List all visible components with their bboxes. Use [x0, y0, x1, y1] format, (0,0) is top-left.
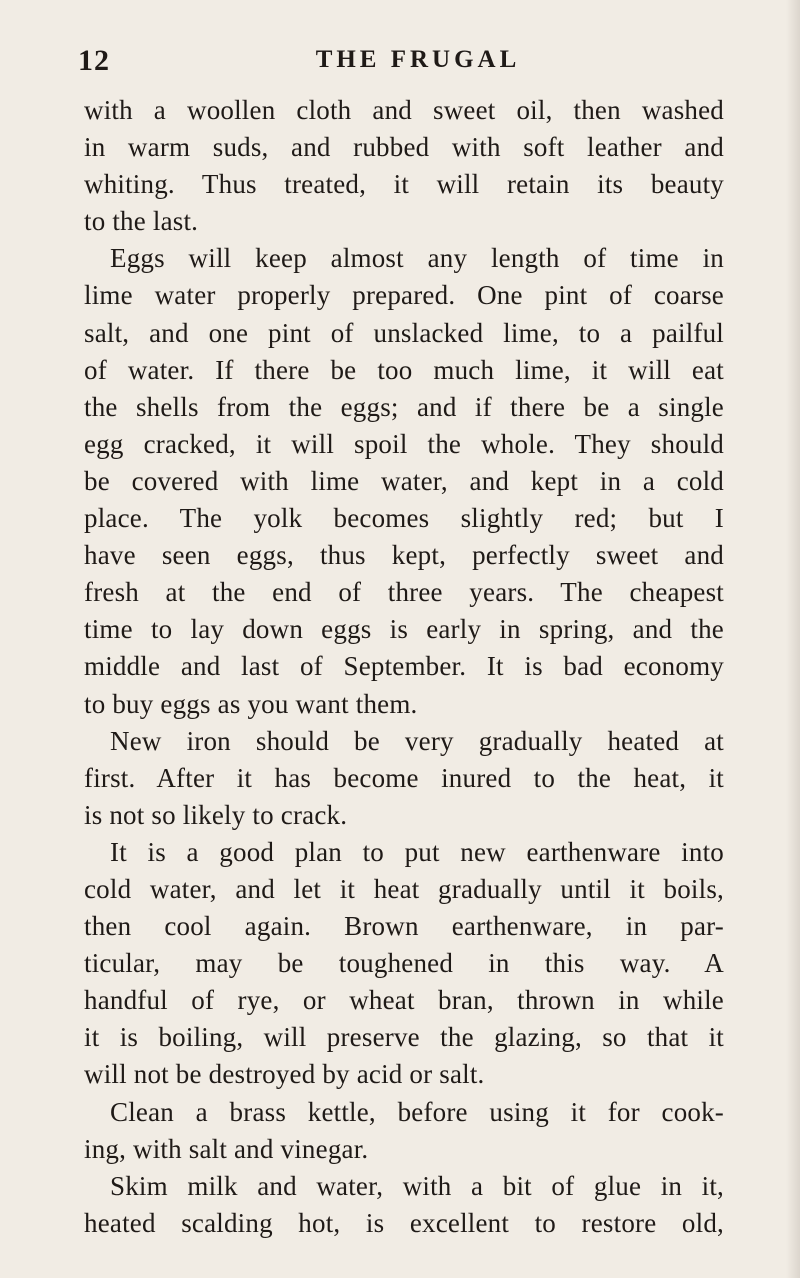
running-head: THE FRUGAL	[315, 46, 521, 73]
text-line: It is a good plan to put new earthenware into	[110, 836, 724, 867]
text-line: time to lay down eggs is early in spring, and the	[84, 614, 724, 645]
text-line: with a woollen cloth and sweet oil, then washed	[84, 95, 724, 125]
text-line: New iron should be very gradually heated at	[110, 725, 724, 756]
text-line: of water. If there be too much lime, it will eat	[84, 354, 724, 385]
text-line: cold water, and let it heat gradually until it boils,	[84, 873, 724, 904]
body-text	[84, 92, 724, 1242]
page-header	[78, 44, 718, 84]
page-number: 12	[78, 44, 110, 77]
text-line: Clean a brass kettle, before using it for cook-	[110, 1096, 724, 1127]
text-line: it is boiling, will preserve the glazing, so that it	[84, 1022, 724, 1053]
text-line: handful of rye, or wheat bran, thrown in while	[84, 985, 724, 1016]
text-line: is not so likely to crack.	[84, 799, 348, 830]
text-line: lime water properly prepared. One pint of coarse	[84, 280, 724, 311]
text-line: first. After it has become inured to the heat, it	[84, 762, 724, 793]
text-line: whiting. Thus treated, it will retain its beauty	[84, 169, 724, 200]
text-line: be covered with lime water, and kept in a cold	[84, 465, 724, 496]
text-line: will not be destroyed by acid or salt.	[84, 1059, 485, 1090]
text-line: fresh at the end of three years. The cheapest	[84, 577, 724, 608]
text-line: egg cracked, it will spoil the whole. They should	[84, 428, 724, 459]
text-line: to buy eggs as you want them.	[84, 688, 418, 719]
text-line: the shells from the eggs; and if there be a single	[84, 391, 724, 422]
text-line: middle and last of September. It is bad economy	[84, 651, 724, 682]
text-line: ticular, may be toughened in this way. A	[84, 948, 724, 979]
text-line: in warm suds, and rubbed with soft leather and	[84, 132, 724, 163]
text-line: have seen eggs, thus kept, perfectly sweet and	[84, 540, 724, 571]
text-line: salt, and one pint of unslacked lime, to a pailful	[84, 317, 724, 348]
text-line: to the last.	[84, 206, 199, 237]
text-line: then cool again. Brown earthenware, in par-	[84, 911, 724, 942]
text-line: place. The yolk becomes slightly red; but I	[84, 503, 724, 534]
text-line: ing, with salt and vinegar.	[84, 1133, 369, 1164]
text-line: heated scalding hot, is excellent to restore old,	[84, 1207, 724, 1238]
text-line: Eggs will keep almost any length of time in	[110, 243, 724, 274]
text-line: Skim milk and water, with a bit of glue in it,	[110, 1170, 724, 1201]
page-edge-shadow	[786, 0, 800, 1278]
